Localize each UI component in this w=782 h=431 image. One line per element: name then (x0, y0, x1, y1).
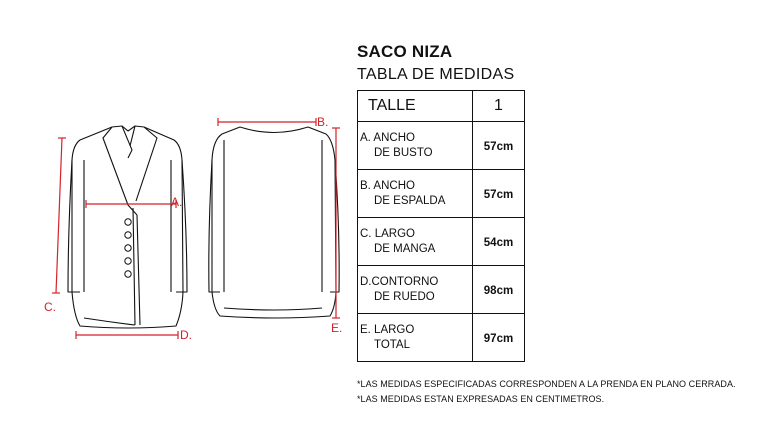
button-icon (125, 271, 131, 277)
header-size: 1 (473, 91, 525, 122)
button-icon (125, 245, 131, 251)
row-label-line2: DE MANGA (374, 242, 436, 255)
row-value: 98cm (483, 284, 514, 297)
measure-c-line (56, 138, 62, 293)
measure-a-label: A. (171, 195, 183, 209)
measure-b-label: B. (317, 115, 329, 129)
size-table (357, 90, 525, 362)
button-icon (125, 219, 131, 225)
table-row (358, 314, 525, 362)
measure-d-label: D. (180, 328, 192, 342)
row-label-line1: A. ANCHO (360, 131, 415, 144)
row-value: 97cm (483, 332, 514, 345)
front-view-drawing (68, 126, 187, 328)
row-value: 57cm (483, 188, 514, 201)
footnote-1: *LAS MEDIDAS ESPECIFICADAS CORRESPONDEN A LA PRENDA EN PLANO CERRADA. (357, 379, 736, 389)
table-row (358, 218, 525, 266)
row-label-line1: C. LARGO (360, 227, 415, 240)
row-value: 54cm (483, 236, 514, 249)
table-row (358, 122, 525, 170)
row-label-line2: DE BUSTO (374, 146, 433, 159)
button-icon (125, 258, 131, 264)
row-label-line2: DE RUEDO (374, 290, 435, 303)
back-view-drawing (209, 127, 339, 318)
table-subtitle: TABLA DE MEDIDAS (357, 66, 515, 83)
row-value: 57cm (483, 140, 514, 153)
size-table-header (358, 91, 525, 122)
row-label-line1: B. ANCHO (360, 179, 415, 192)
product-title: SACO NIZA (357, 42, 453, 61)
row-label-line1: E. LARGO (360, 323, 415, 336)
footnote-2: *LAS MEDIDAS ESTAN EXPRESADAS EN CENTIMETROS. (357, 394, 605, 404)
row-label-line2: TOTAL (374, 338, 410, 351)
table-row (358, 266, 525, 314)
measurement-labels (44, 115, 342, 342)
row-label-line1: D.CONTORNO (360, 275, 439, 288)
front-buttons (125, 219, 131, 277)
measure-c-label: C. (44, 300, 56, 314)
button-icon (125, 232, 131, 238)
header-label: TALLE (358, 91, 473, 122)
measure-e-label: E. (331, 321, 343, 335)
measurement-lines (52, 118, 343, 339)
table-row (358, 170, 525, 218)
row-label-line2: DE ESPALDA (374, 194, 446, 207)
